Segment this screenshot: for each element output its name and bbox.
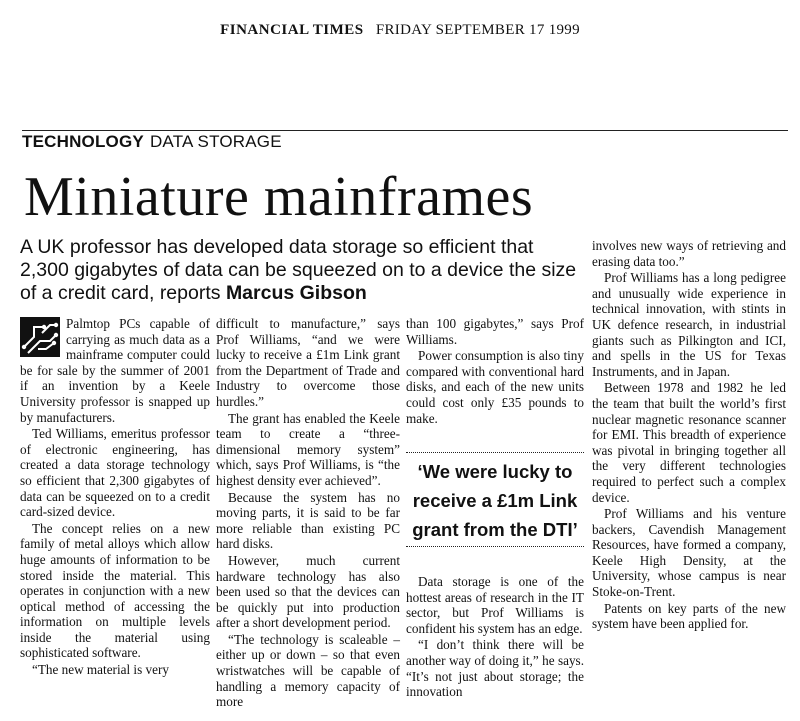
paragraph: Power consumption is also tiny compared with conventional hard disks, and each of the new units could cost only £35 pounds to make. xyxy=(406,348,584,426)
column-3 xyxy=(406,316,584,427)
headline: Miniature mainframes xyxy=(24,166,534,228)
section-rule xyxy=(22,130,788,131)
paragraph: The grant has enabled the Keele team to create a “three-dimensional memory system” which, says Prof Williams, is “the highest density ever achieved”. xyxy=(216,410,400,488)
column-3-lower xyxy=(406,574,584,701)
section-primary: TECHNOLOGY xyxy=(22,132,144,151)
paragraph: “I don’t think there will be another way of doing it,” he says. “It’s not just about storage; the innovation xyxy=(406,637,584,700)
byline: Marcus Gibson xyxy=(225,282,367,304)
pull-quote-text: ‘We were lucky to receive a £1m Link grant from the DTI’ xyxy=(412,461,578,540)
paragraph: involves new ways of retrieving and erasing data too.” xyxy=(592,238,786,269)
section-label xyxy=(22,132,282,152)
paragraph: Palmtop PCs capable of carrying as much data as a mainframe computer could be for sale by the summer of 2001 if an invention by a Keele University professor is snapped up by manufacturers. xyxy=(20,316,210,425)
paragraph: Prof Williams has a long pedigree and unusually wide experience in technical innovation, with stints in UK defence research, in industrial giants such as Pilkington and ICI, and spells in the US for Texas Instruments, and in Japan. xyxy=(592,270,786,379)
paragraph: difficult to manufacture,” says Prof Williams, “and we were lucky to receive a £1m Link grant from the Department of Trade and Industry to overcome those hurdles.” xyxy=(216,316,400,409)
standfirst xyxy=(20,236,580,305)
paragraph: “The technology is scaleable – either up or down – so that even wristwatches will be capable of handling a memory capacity of more xyxy=(216,631,400,710)
paragraph: Between 1978 and 1982 he led the team that built the world’s first nuclear magnetic resonance scanner for EMI. This breadth of experience was pivotal in bringing together all the very different technologies required to perfect such a complex device. xyxy=(592,380,786,505)
pull-quote xyxy=(406,452,584,547)
paragraph: Because the system has no moving parts, it is said to be far more reliable than existing PC hard disks. xyxy=(216,489,400,552)
column-2 xyxy=(216,316,400,711)
column-4 xyxy=(592,238,786,633)
paragraph: than 100 gigabytes,” says Prof Williams. xyxy=(406,316,584,347)
paragraph: “The new material is very xyxy=(32,662,169,678)
paragraph: Ted Williams, emeritus professor of electronic engineering, has created a data storage technology so efficient that 2,300 gigabytes of data can be squeezed on to a credit card-sized device. xyxy=(20,426,210,520)
dotted-rule-bottom xyxy=(406,546,584,547)
paragraph: Data storage is one of the hottest areas of research in the IT sector, but Prof Williams is confident his system has an edge. xyxy=(406,574,584,636)
circuit-icon xyxy=(20,317,60,357)
paragraph: The concept relies on a new family of metal alloys which allow huge amounts of information to be stored inside the material. This operates in conjunction with a new optical method of accessing the information on multiple levels inside the material using sophisticated software. xyxy=(20,520,210,661)
section-secondary: DATA STORAGE xyxy=(149,132,282,151)
standfirst-text: A UK professor has developed data storage so efficient that 2,300 gigabytes of data can be squeezed on to a device the size of a credit card, reports xyxy=(20,236,577,304)
paragraph: Patents on key parts of the new system have been applied for. xyxy=(592,600,786,632)
masthead-paper: FINANCIAL TIMES xyxy=(220,22,364,38)
paragraph: However, much current hardware technology has also been used so that the devices can be quickly put into production after a short development period. xyxy=(216,552,400,631)
column-1 xyxy=(20,316,210,679)
paragraph: Prof Williams and his venture backers, Cavendish Management Resources, have formed a company, Keele High Density, at the University, whose campus is near Stoke-on-Trent. xyxy=(592,506,786,600)
masthead xyxy=(0,22,800,39)
masthead-date: FRIDAY SEPTEMBER 17 1999 xyxy=(375,22,580,38)
